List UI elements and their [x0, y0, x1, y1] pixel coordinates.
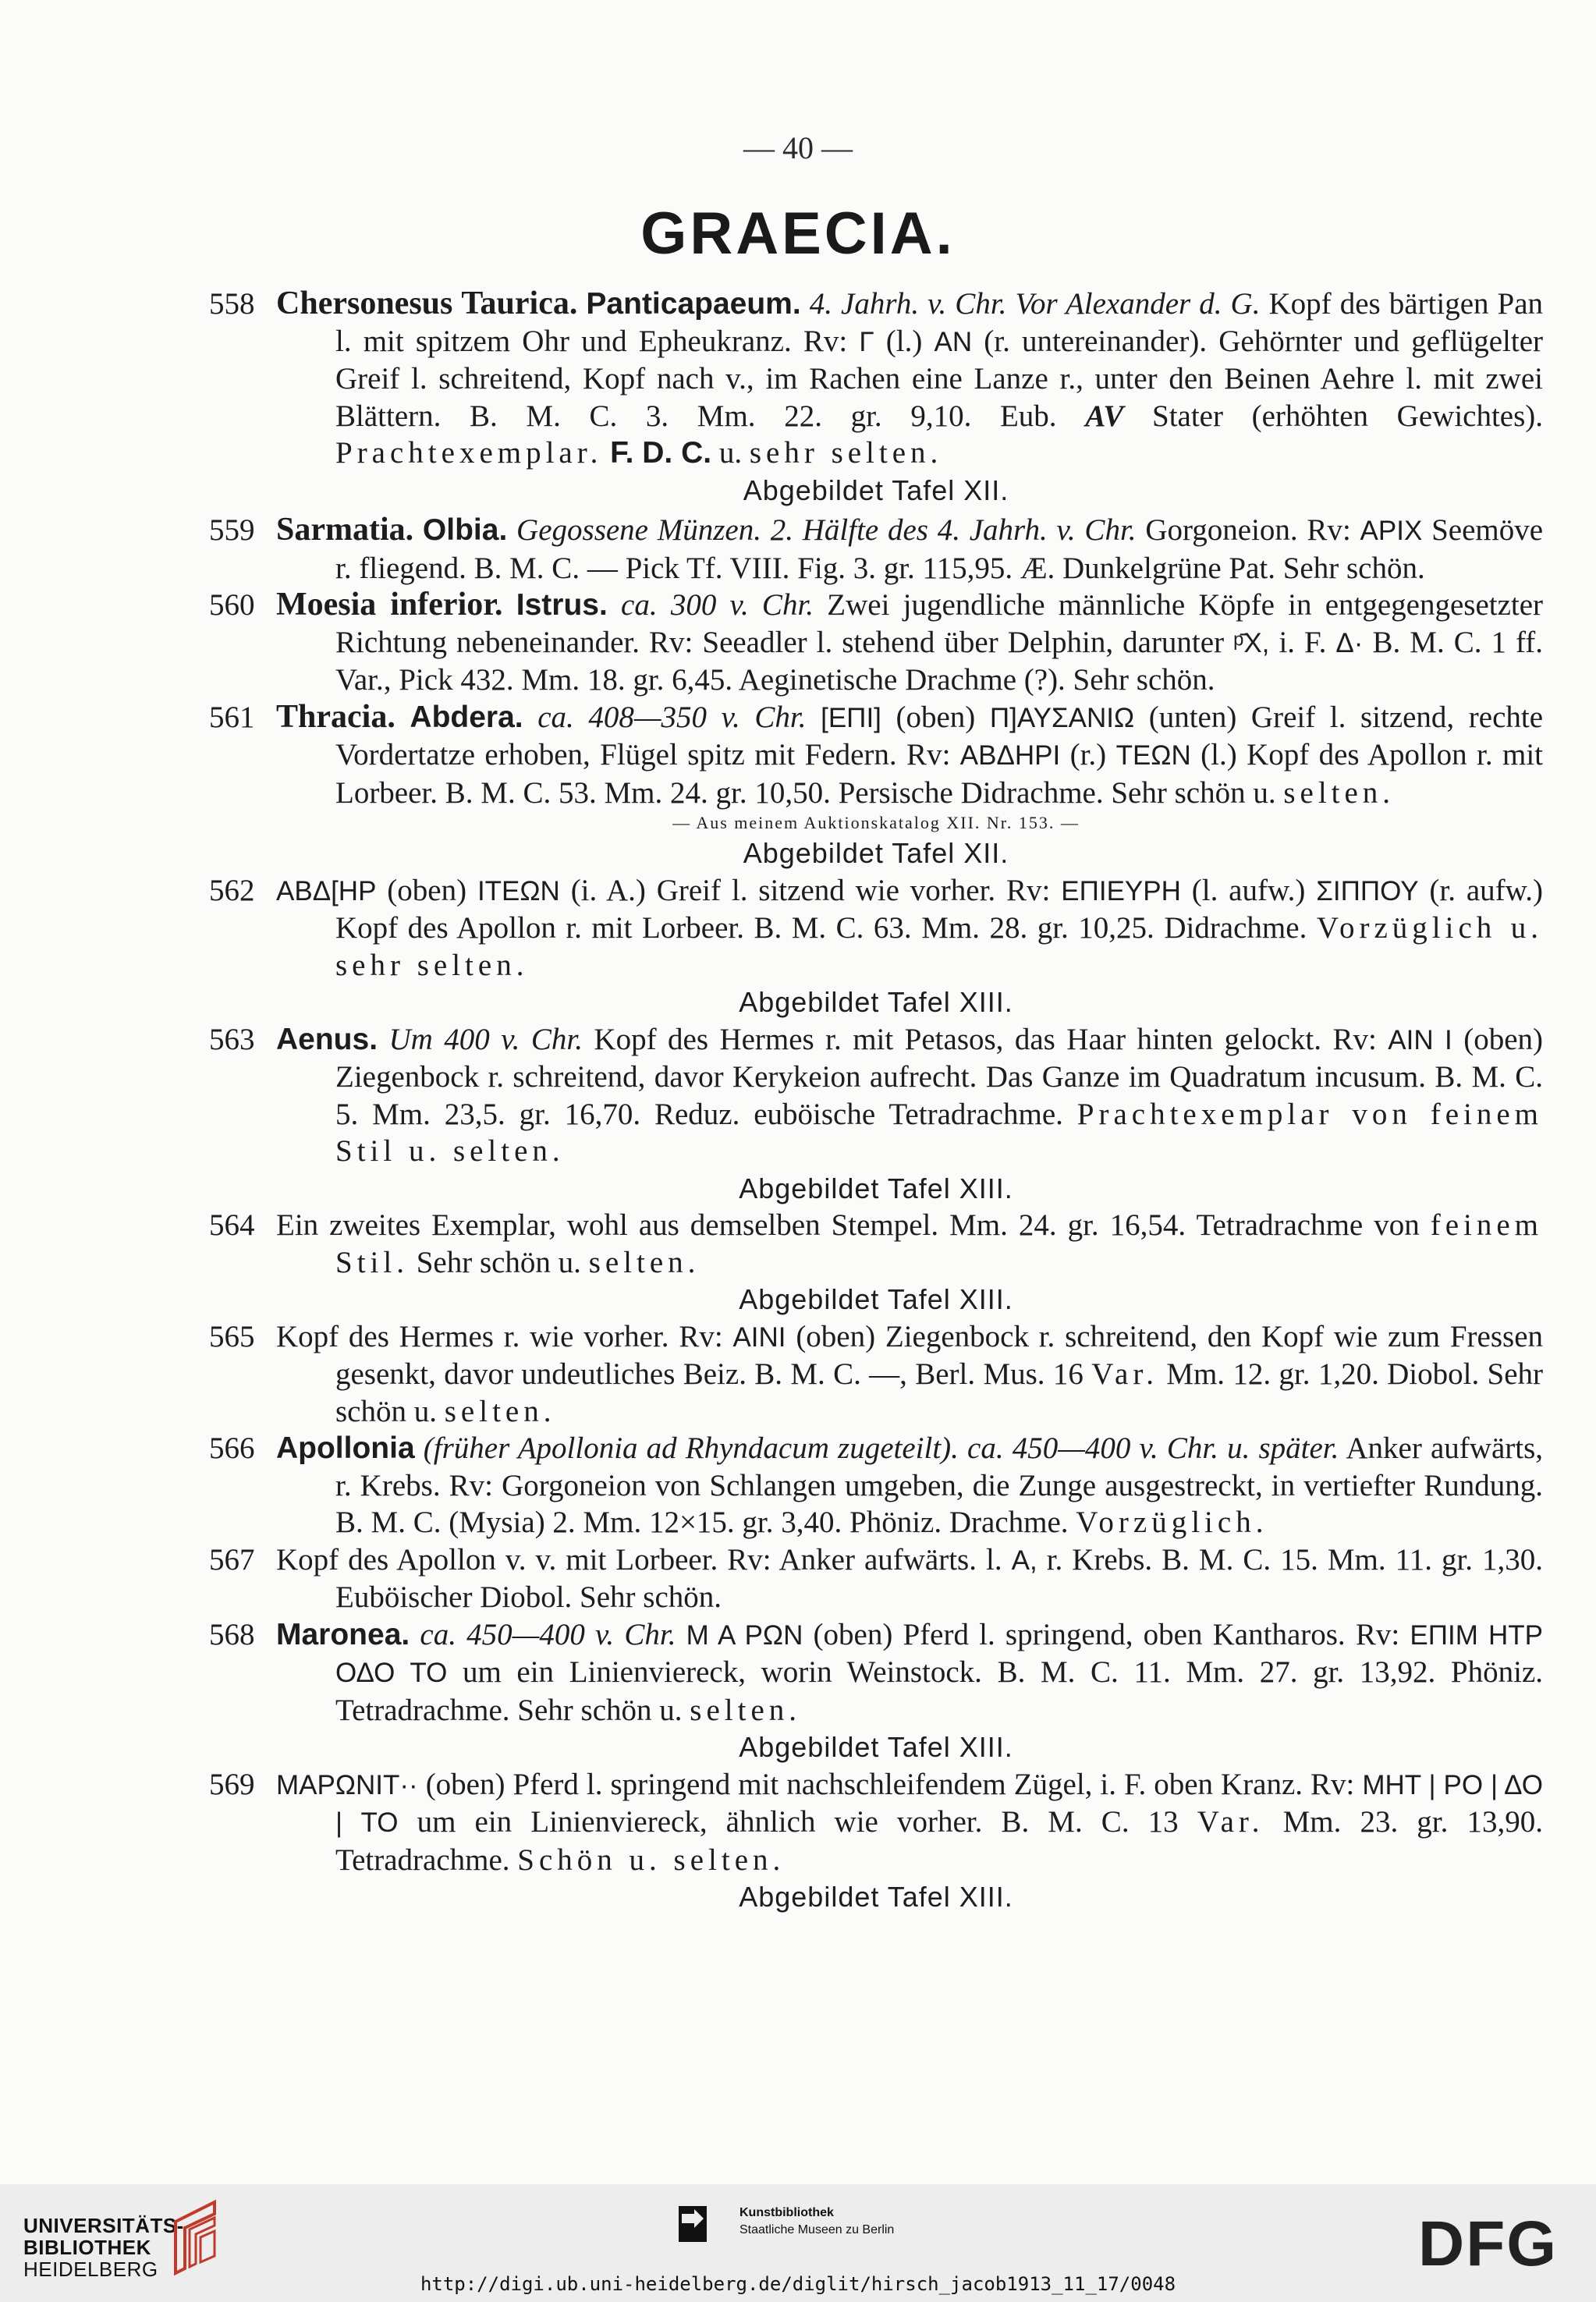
entry-number: 566: [209, 1431, 255, 1465]
greek-legend: ΑΡΙΧ: [1360, 516, 1423, 546]
entry-text: um ein Linienviereck, worin Weinstock. B. M. C. 11. Mm. 27. gr. 13,92. Phöniz. Tetradrachme. Sehr schön u.: [335, 1655, 1544, 1727]
greek-legend: ΤΕΩΝ: [1115, 740, 1191, 771]
entry-text: (l.): [885, 324, 923, 358]
entry-place: Moesia inferior.: [276, 587, 503, 622]
entry-number: 560: [209, 588, 255, 622]
entry-date: Gegossene Münzen. 2. Hälfte des 4. Jahrh. v. Chr.: [516, 513, 1137, 547]
catalog-entry-565: [209, 1318, 1543, 1431]
illustration-note: Abgebildet Tafel XIII.: [739, 1881, 1013, 1913]
entry-number: 562: [209, 873, 255, 907]
entry-text: Seemöve r. fliegend. B. M. C. — Pick Tf. VIII. Fig. 3. gr. 115,95. Æ. Dunkelgrüne Pat. Sehr schön.: [335, 513, 1544, 585]
entry-text: Sehr schön u.: [416, 1245, 581, 1279]
kunstbibliothek-label[interactable]: [739, 2204, 894, 2239]
entry-date: 4. Jahrh. v. Chr. Vor Alexander d. G.: [809, 287, 1261, 321]
spaced-remark: selten.: [1283, 775, 1396, 810]
greek-legend: ΑΒΔ[ΗΡ: [276, 875, 377, 906]
greek-legend: Α,: [1011, 1545, 1037, 1576]
grade-fdc: F. D. C.: [610, 436, 712, 470]
entry-text: (oben) Ziegenbock r. schreitend, den Kopf wie zum Fressen gesenkt, davor undeutliches Beiz. B. M. C. —, Berl. Mus. 16: [335, 1319, 1544, 1391]
spaced-remark: selten.: [690, 1693, 801, 1727]
spaced-remark: Schön u. selten.: [517, 1843, 786, 1877]
logo-line: HEIDELBERG: [23, 2258, 158, 2281]
greek-legend: ΕΠΙΜ ΗΤΡ ΟΔΟ ΤΟ: [335, 1619, 1544, 1688]
spaced-remark: Prachtexemplar von feinem Stil u. selten.: [335, 1097, 1544, 1168]
illustration-note: Abgebildet Tafel XII.: [743, 474, 1009, 506]
greek-legend: Γ: [859, 326, 874, 357]
entry-place: Aenus.: [276, 1022, 378, 1056]
entry-number: 559: [209, 513, 255, 547]
greek-legend: ΑΙΝΙ: [732, 1321, 786, 1353]
entry-text: (oben) Ziegenbock r. schreitend, davor Kerykeion aufrecht. Das Ganze im Quadratum incusum. B. M. C. 5. Mm. 23,5. gr. 16,70. Reduz. euböische Tetradrachme.: [335, 1022, 1544, 1131]
greek-legend: Π]ΑΥΣΑΝΙΩ: [989, 702, 1135, 733]
entry-text: Kopf des Apollon v. v. mit Lorbeer. Rv: Anker aufwärts. l.: [276, 1542, 1002, 1577]
entry-text: B. M. C. 1 ff. Var., Pick 432. Mm. 18. gr. 6,45. Aeginetische Drachme (?). Sehr schön.: [335, 625, 1544, 697]
greek-legend: ΑΝ: [934, 326, 973, 357]
entry-number: 568: [209, 1617, 255, 1651]
spaced-remark: selten.: [588, 1245, 700, 1279]
entry-text: Gorgoneion. Rv:: [1145, 513, 1351, 547]
illustration-note: Abgebildet Tafel XII.: [743, 837, 1009, 869]
entry-text: Mm. 23. gr. 13,90. Tetradrachme.: [335, 1805, 1543, 1877]
entry-text: (oben): [387, 873, 467, 907]
logo-line: UNIVERSITÄTS-: [23, 2214, 184, 2237]
illustration-note: Abgebildet Tafel XIII.: [739, 1172, 1013, 1204]
entry-text: i. F.: [1279, 625, 1327, 659]
entry-text: (oben) Pferd l. springend, oben Kantharos. Rv:: [813, 1617, 1400, 1651]
catalog-entry-560: [209, 587, 1543, 699]
entry-text: Zwei jugendliche männliche Köpfe in entgegengesetzter Richtung nebeneinander. Rv: Seeadler l. stehend über Delphin, darunter: [335, 588, 1544, 659]
entry-text: (l.) Kopf des Apollon r. mit Lorbeer. B. M. C. 53. Mm. 24. gr. 10,50. Persische Didrachme. Sehr schön u.: [335, 738, 1544, 810]
spaced-remark: Vorzüglich.: [1076, 1506, 1268, 1539]
greek-legend: ΙΤΕΩΝ: [477, 875, 560, 906]
catalog-entry-566: [209, 1430, 1543, 1541]
entry-text: (oben) Pferd l. springend mit nachschleifendem Zügel, i. F. oben Kranz. Rv:: [425, 1767, 1355, 1801]
entry-text: (unten) Greif l. sitzend, rechte Vordertatze erhoben, Flügel spitz mit Federn. Rv:: [335, 700, 1544, 771]
greek-legend: Δ·: [1335, 627, 1364, 658]
entry-city: Istrus.: [516, 588, 608, 622]
source-note: — Aus meinem Auktionskatalog XII. Nr. 153. —: [672, 813, 1080, 832]
entry-number: 561: [209, 700, 255, 734]
entry-text: u.: [718, 436, 743, 470]
catalog-entry-561: [209, 699, 1543, 872]
entry-place: Maronea.: [276, 1617, 410, 1651]
catalog-entry-558: [209, 286, 1543, 509]
entry-text: (oben): [896, 700, 976, 734]
entry-text: (r. untereinander). Gehörnter und geflügelter Greif l. schreitend, Kopf nach v., im Rachen eine Lanze r., unter den Beinen Aehre l. mit zwei Blättern. B. M. C. 3. Mm. 22. gr. 9,10. Eub.: [335, 324, 1544, 433]
greek-legend: ΜΗΤ | ΡΟ | ΔΟ | ΤΟ: [335, 1769, 1544, 1838]
kunstbibliothek-logo-icon: [679, 2206, 707, 2242]
spaced-remark: Prachtexemplar.: [335, 436, 603, 470]
entry-date: ca. 408—350 v. Chr.: [537, 700, 807, 734]
page-url-link[interactable]: http://digi.ub.uni-heidelberg.de/diglit/hirsch_jacob1913_11_17/0048: [420, 2273, 1176, 2295]
greek-legend: [ΕΠΙ]: [821, 702, 881, 733]
catalog-entry-567: [209, 1541, 1543, 1616]
greek-legend: ΣΙΠΠΟΥ: [1316, 875, 1419, 906]
page-heading: GRAECIA.: [640, 200, 956, 267]
illustration-note: Abgebildet Tafel XIII.: [739, 1731, 1013, 1763]
entry-date: ca. 300 v. Chr.: [621, 588, 814, 622]
kb-name: Kunstbibliothek: [739, 2206, 834, 2219]
entry-text: Anker aufwärts, r. Krebs. Rv: Gorgoneion von Schlangen umgeben, die Zunge ausgestreckt, in vertiefter Rundung. B. M. C. (Mysia) 2. Mm. 12×15. gr. 3,40. Phöniz. Drachme.: [335, 1431, 1544, 1539]
greek-legend: ΕΠΙΕΥΡΗ: [1061, 875, 1181, 906]
entry-number: 565: [209, 1319, 255, 1353]
entry-place: Sarmatia.: [276, 512, 414, 548]
entry-text: (r. aufw.) Kopf des Apollon r. mit Lorbeer. B. M. C. 63. Mm. 28. gr. 10,25. Didrachme.: [335, 873, 1544, 945]
greek-legend: ΜΑΡΩΝΙΤ··: [276, 1769, 418, 1800]
entry-number: 569: [209, 1767, 255, 1801]
logo-line: BIBLIOTHEK: [23, 2236, 151, 2259]
illustration-note: Abgebildet Tafel XIII.: [739, 1283, 1013, 1315]
entry-city: Abdera.: [410, 700, 523, 734]
spaced-remark: selten.: [444, 1394, 556, 1428]
spaced-remark: sehr selten.: [749, 436, 943, 470]
catalog-entry-563: [209, 1021, 1543, 1208]
heidelberg-logo-mark-icon: [168, 2198, 222, 2276]
catalog-entry-562: [209, 872, 1543, 1021]
heidelberg-library-logo[interactable]: [23, 2204, 257, 2281]
entry-text: Kopf des Hermes r. wie vorher. Rv:: [276, 1319, 723, 1353]
page-number: — 40 —: [743, 130, 853, 165]
entry-number: 558: [209, 287, 255, 321]
metal-symbol: AV: [1085, 399, 1124, 433]
monogram: ᵖ̄X,: [1233, 627, 1270, 658]
entry-text: Kopf des bärtigen Pan l. mit spitzem Ohr und Epheukranz. Rv:: [335, 287, 1544, 358]
entry-text: Mm. 12. gr. 1,20. Diobol. Sehr schön u.: [335, 1357, 1544, 1428]
kb-subtitle: Staatliche Museen zu Berlin: [739, 2223, 895, 2236]
illustration-note: Abgebildet Tafel XIII.: [739, 986, 1013, 1018]
greek-legend: Μ Α ΡΩΝ: [686, 1619, 803, 1651]
catalog-entries: [209, 286, 1543, 1916]
spaced-remark: feinem Stil.: [335, 1208, 1543, 1279]
entry-number: 563: [209, 1022, 255, 1056]
catalog-entry-569: [209, 1766, 1543, 1916]
entry-text: Kopf des Hermes r. mit Petasos, das Haar hinten gelockt. Rv:: [594, 1022, 1377, 1056]
entry-text: um ein Linienviereck, ähnlich wie vorher. B. M. C. 13: [417, 1805, 1179, 1839]
entry-text: r. Krebs. B. M. C. 15. Mm. 11. gr. 1,30. Euböischer Diobol. Sehr schön.: [335, 1542, 1544, 1614]
entry-text: (i. A.) Greif l. sitzend wie vorher. Rv:: [570, 873, 1051, 907]
entry-number: 564: [209, 1208, 255, 1242]
entry-text: Ein zweites Exemplar, wohl aus demselben Stempel. Mm. 24. gr. 16,54. Tetradrachme von: [276, 1208, 1420, 1242]
entry-city: Olbia.: [422, 513, 508, 547]
catalog-entry-568: [209, 1616, 1543, 1766]
entry-place: Thracia.: [276, 698, 395, 735]
entry-number: 567: [209, 1542, 255, 1577]
entry-date: Um 400 v. Chr.: [388, 1022, 583, 1056]
entry-place: Apollonia: [276, 1431, 415, 1465]
entry-date: ca. 450—400 v. Chr.: [420, 1617, 676, 1651]
entry-date: (früher Apollonia ad Rhyndacum zugeteilt). ca. 450—400 v. Chr. u. später.: [423, 1431, 1339, 1465]
catalog-entry-564: [209, 1207, 1543, 1318]
catalog-entry-559: [209, 512, 1543, 587]
greek-legend: ΑΒΔΗΡΙ: [959, 740, 1061, 771]
spaced-remark: Var.: [1197, 1805, 1264, 1839]
entry-text: Stater (erhöhten Gewichtes).: [1152, 399, 1544, 433]
entry-city: Panticapaeum.: [586, 287, 801, 321]
greek-legend: ΑΙΝ Ι: [1388, 1024, 1452, 1055]
spaced-remark: Vorzüglich u. sehr selten.: [335, 911, 1544, 982]
entry-place: Chersonesus Taurica.: [276, 286, 578, 321]
dfg-logo[interactable]: DFG: [1418, 2208, 1559, 2279]
spaced-remark: Var.: [1091, 1357, 1158, 1391]
entry-text: (l. aufw.): [1191, 873, 1306, 907]
entry-text: (r.): [1069, 738, 1107, 771]
